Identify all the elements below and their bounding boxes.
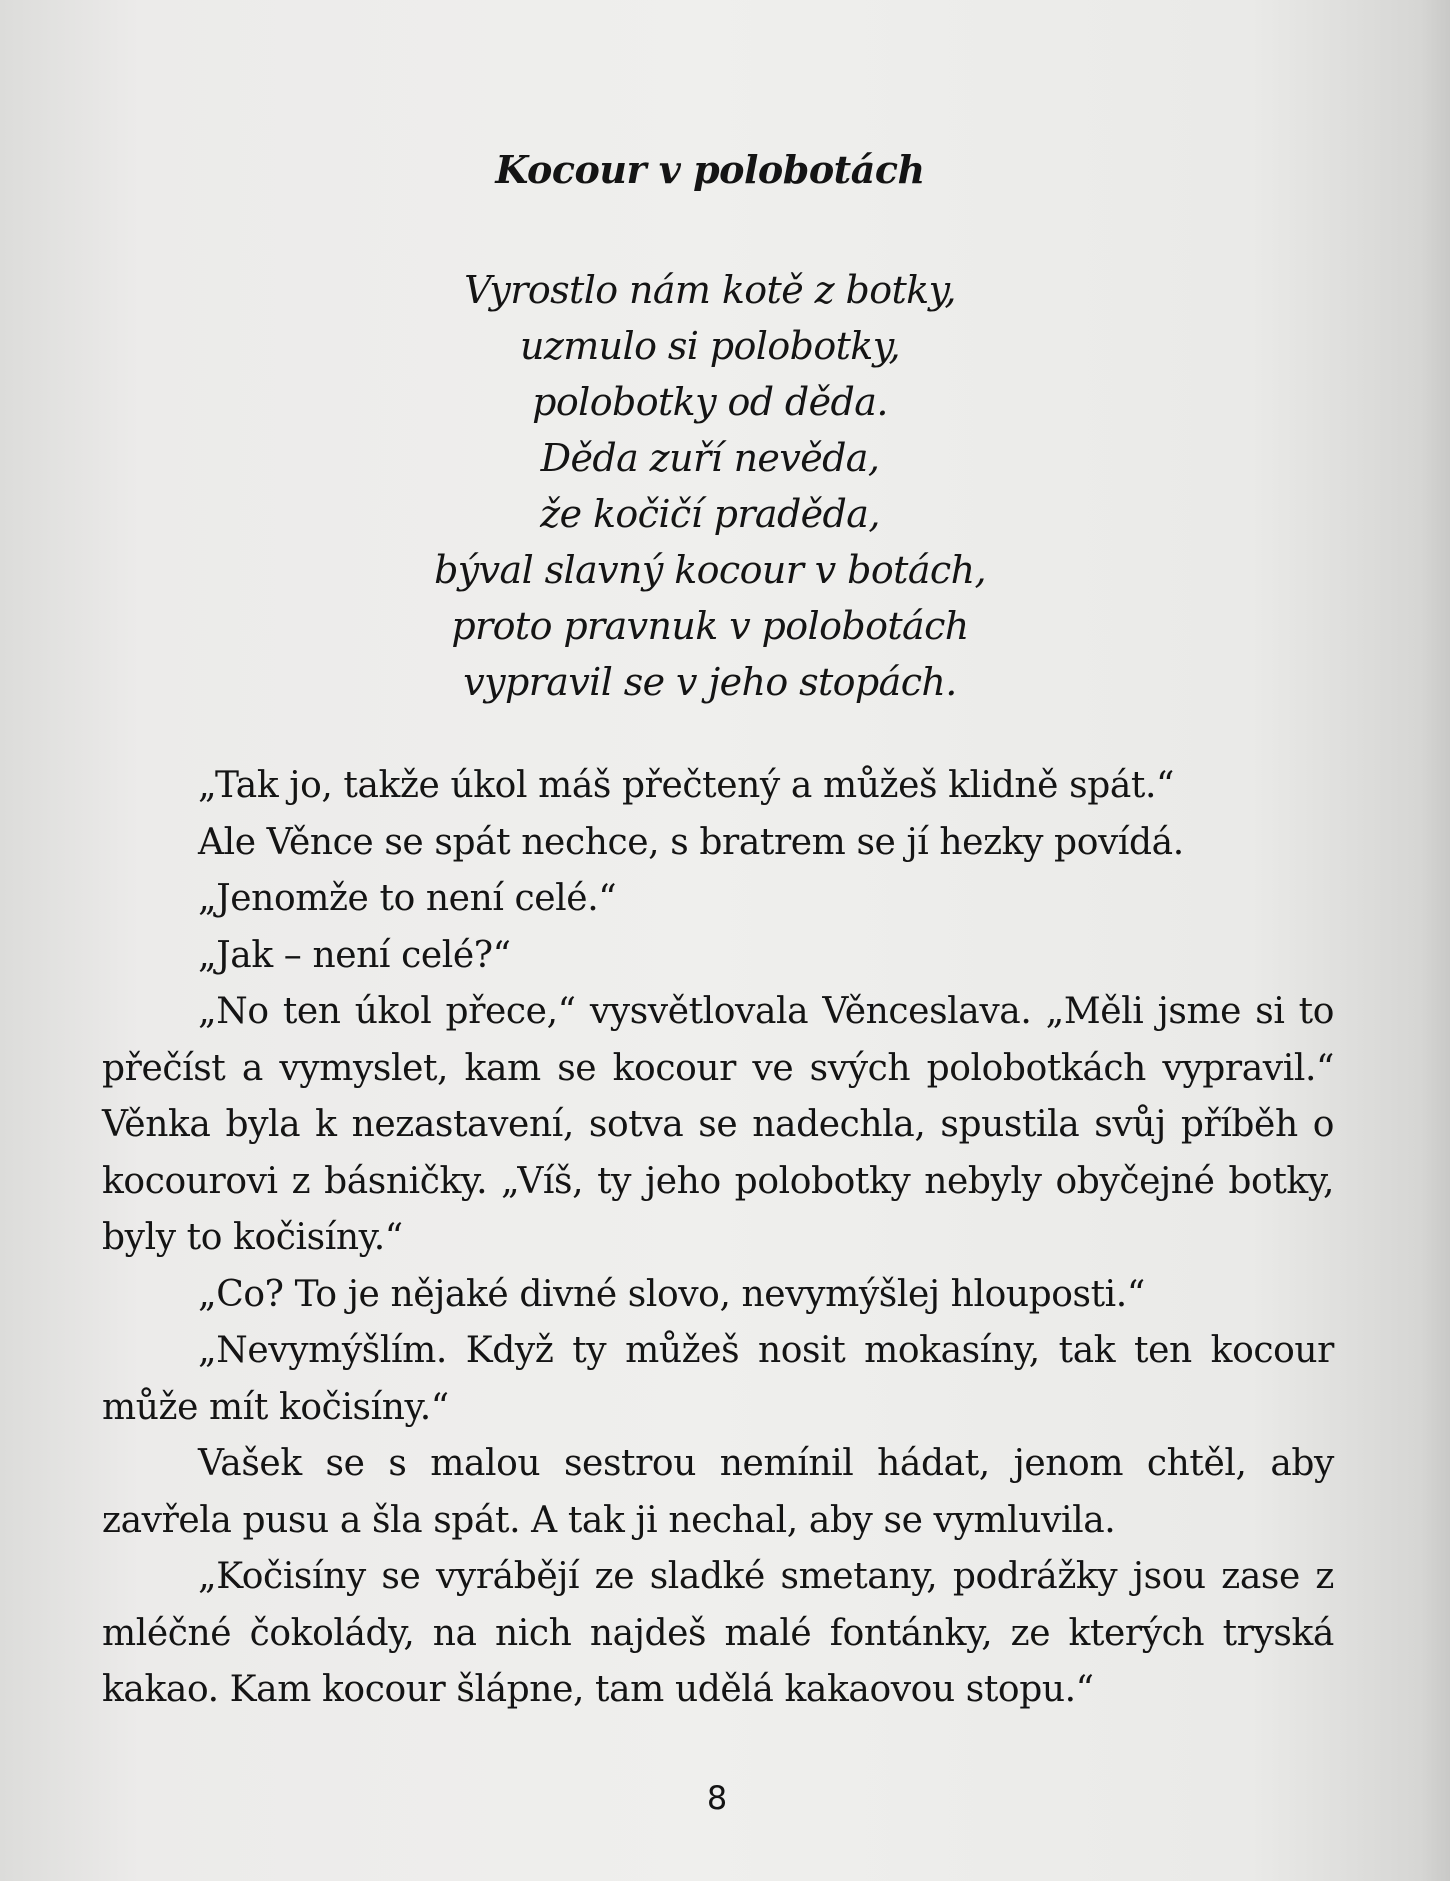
- paragraph: Ale Věnce se spát nechce, s bratrem se jí hezky povídá.: [198, 821, 1184, 863]
- poem-line: že kočičí praděda,: [540, 492, 880, 536]
- poem-line: vypravil se v jeho stopách.: [463, 660, 957, 704]
- poem-line: polobotky od děda.: [532, 380, 888, 424]
- poem-line: Vyrostlo nám kotě z botky,: [464, 268, 956, 312]
- poem-line: uzmulo si polobotky,: [519, 324, 901, 368]
- poem-line: proto pravnuk v polobotách: [451, 604, 969, 648]
- poem-line: Děda zuří nevěda,: [540, 436, 880, 480]
- paragraph: „Jenomže to není celé.“: [198, 878, 617, 919]
- paragraph: „Nevymýšlím. Když ty můžeš nosit mokasíny, tak ten kocour může mít kočisíny.“: [102, 1330, 1334, 1428]
- paragraph: „Jak – není celé?“: [198, 934, 511, 976]
- page-number: 8: [706, 1779, 728, 1817]
- poem: [0, 262, 1420, 710]
- chapter-title: Kocour v polobotách: [495, 147, 925, 192]
- paragraph: Vašek se s malou sestrou nemínil hádat, jenom chtěl, aby zavřela pusu a šla spát. A tak ji nechal, aby se vymluvila.: [102, 1443, 1334, 1541]
- paragraph: „Co? To je nějaké divné slovo, nevymýšlej hlouposti.“: [198, 1273, 1145, 1315]
- paragraph: „Kočisíny se vyrábějí ze sladké smetany, podrážky jsou zase z mléčné čokolády, na nich najdeš malé fontánky, ze kterých tryská kakao. Kam kocour šlápne, tam udělá kakaovou stopu.“: [102, 1556, 1334, 1710]
- paragraph: „No ten úkol přece,“ vysvětlovala Věnceslava. „Měli jsme si to přečíst a vymyslet, kam se kocour ve svých polobotkách vypravil.“ Věnka byla k nezastavení, sotva se nadechla, spustila svůj příběh o kocourovi z básničky. „Víš, ty jeho polobotky nebyly obyčejné botky, byly to kočisíny.“: [102, 991, 1334, 1258]
- prose-text: [102, 758, 1334, 1719]
- poem-line: býval slavný kocour v botách,: [434, 548, 986, 592]
- paragraph: „Tak jo, takže úkol máš přečtený a můžeš klidně spát.“: [198, 765, 1175, 806]
